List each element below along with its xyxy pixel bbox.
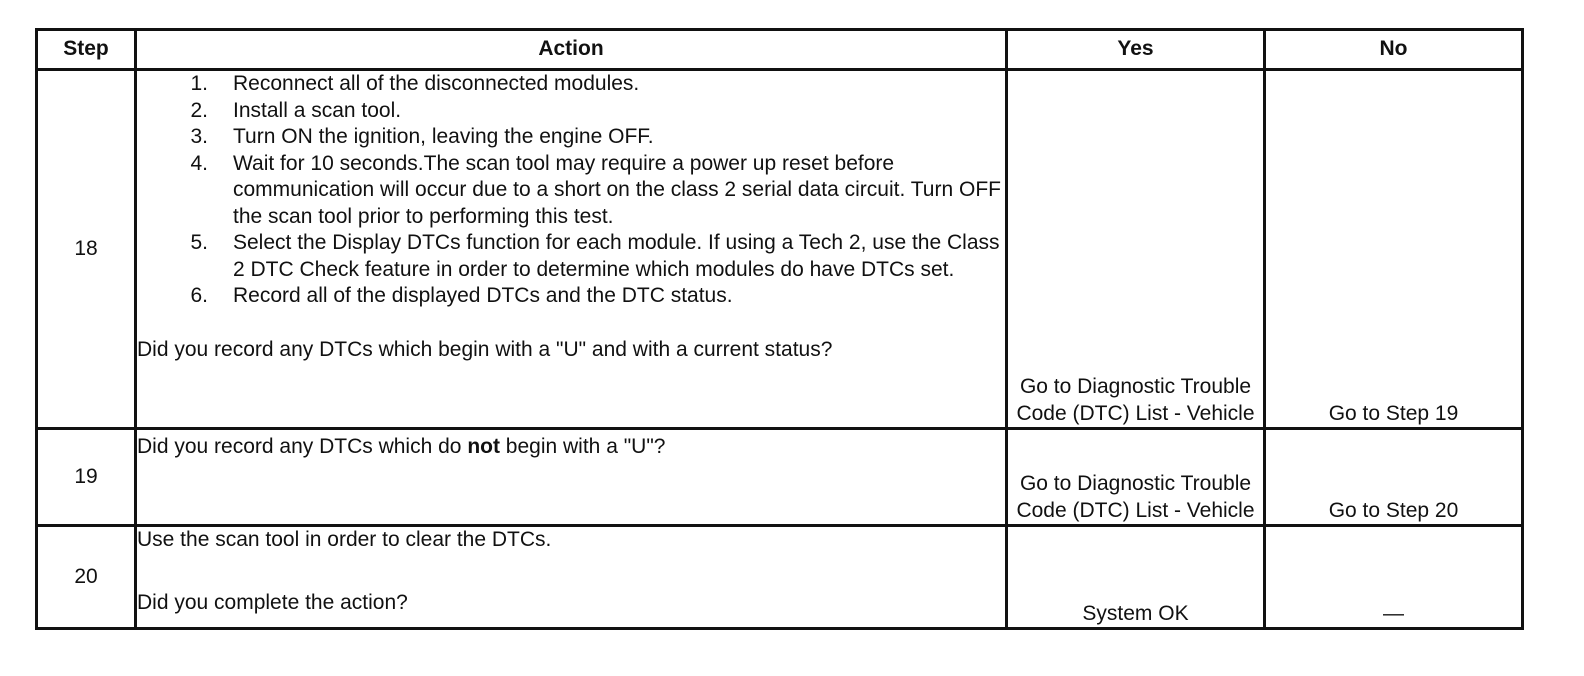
instruction-text: Select the Display DTCs function for each module. If using a Tech 2, use the Class 2 DTC Check feature in order to determine which modules do have DTCs set.: [233, 231, 1000, 281]
header-no: No: [1265, 30, 1523, 70]
no-cell: Go to Step 20: [1265, 429, 1523, 526]
instruction-list: [137, 71, 1005, 310]
instruction-number: 3.: [190, 125, 208, 148]
instruction-item: [137, 71, 1005, 98]
question-part: begin with a "U"?: [499, 435, 666, 458]
yes-cell: Go to Diagnostic Trouble Code (DTC) List - Vehicle: [1007, 70, 1265, 429]
instruction-item: [137, 283, 1005, 310]
instruction-number: 2.: [190, 98, 208, 122]
instruction-item: [137, 124, 1005, 151]
header-action: Action: [136, 30, 1007, 70]
step-number: 20: [37, 526, 136, 629]
table-row-step-19: [37, 429, 1523, 526]
action-cell: [136, 526, 1007, 629]
question-text: Did you record any DTCs which begin with a "U" and with a current status?: [137, 337, 833, 361]
instruction-item: [137, 98, 1005, 125]
header-step: Step: [37, 30, 136, 70]
yes-cell: System OK: [1007, 526, 1265, 629]
instruction-text: Record all of the displayed DTCs and the DTC status.: [233, 284, 733, 307]
instruction-item: [137, 151, 1005, 231]
header-row: [37, 30, 1523, 70]
instruction-text: Wait for 10 seconds.The scan tool may require a power up reset before communication will occur due to a short on the class 2 serial data circuit. Turn OFF the scan tool prior to performing this test.: [233, 151, 1001, 228]
instruction-number: 6.: [190, 284, 208, 307]
spacer: [137, 310, 1005, 337]
action-cell: [136, 70, 1007, 429]
yes-cell: Go to Diagnostic Trouble Code (DTC) List - Vehicle: [1007, 429, 1265, 526]
instruction-text: Turn ON the ignition, leaving the engine OFF.: [233, 125, 654, 148]
question-text: [137, 434, 1005, 461]
instruction-number: 5.: [190, 231, 208, 254]
instruction-number: 1.: [190, 72, 208, 95]
table-row-step-18: [37, 70, 1523, 429]
instruction-item: [137, 230, 1005, 283]
no-cell: —: [1265, 526, 1523, 629]
no-cell: Go to Step 19: [1265, 70, 1523, 429]
instruction-text: Use the scan tool in order to clear the DTCs.: [137, 528, 552, 551]
table-row-step-20: [37, 526, 1523, 629]
diagnostic-table: [35, 28, 1524, 630]
action-cell: [136, 429, 1007, 526]
question-text: Did you complete the action?: [137, 590, 408, 614]
step-number: 19: [37, 429, 136, 526]
instruction-number: 4.: [190, 151, 208, 175]
spacer: [137, 554, 1005, 590]
instruction-text: Reconnect all of the disconnected modules.: [233, 72, 640, 95]
question-part: Did you record any DTCs which do: [137, 435, 468, 458]
header-yes: Yes: [1007, 30, 1265, 70]
question-emphasis: not: [467, 435, 500, 458]
step-number: 18: [37, 70, 136, 429]
instruction-text: Install a scan tool.: [233, 98, 402, 122]
